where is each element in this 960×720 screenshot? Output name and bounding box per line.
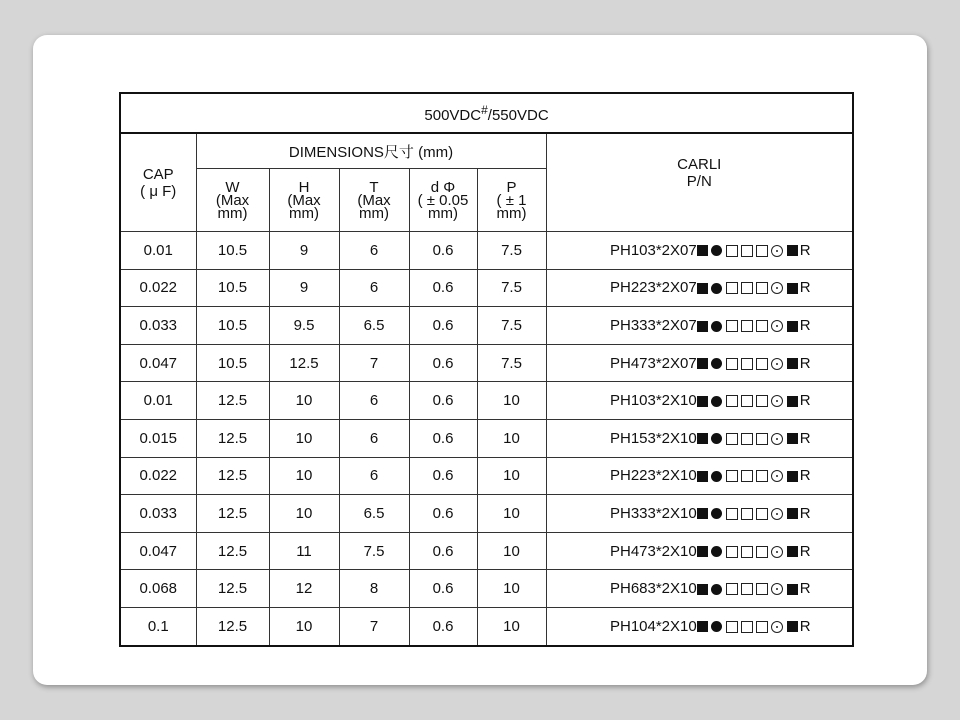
cell-t: 6 xyxy=(339,419,409,457)
cell-t: 6 xyxy=(339,382,409,420)
cell-t: 6.5 xyxy=(339,495,409,533)
filled-square-icon xyxy=(787,433,798,444)
cell-part-number xyxy=(546,607,853,645)
filled-circle-icon xyxy=(711,546,722,557)
empty-square-icon xyxy=(741,358,753,370)
w-header xyxy=(196,169,269,232)
part-number-suffix: R xyxy=(799,241,811,259)
table-row xyxy=(120,570,853,608)
cell-w: 10.5 xyxy=(196,269,269,307)
h-header xyxy=(269,169,339,232)
cell-w: 10.5 xyxy=(196,232,269,270)
empty-square-icon xyxy=(756,358,768,370)
cell-part-number xyxy=(546,495,853,533)
part-number-base: PH103*2X10 xyxy=(609,392,697,410)
table-row xyxy=(120,382,853,420)
empty-square-icon xyxy=(726,621,738,633)
empty-square-icon xyxy=(741,320,753,332)
carli-header-line2: P/N xyxy=(686,172,712,190)
filled-square-icon xyxy=(697,433,708,444)
cell-h: 10 xyxy=(269,457,339,495)
filled-square-icon xyxy=(697,508,708,519)
empty-square-icon xyxy=(726,358,738,370)
cell-p: 10 xyxy=(477,457,546,495)
p-header xyxy=(477,169,546,232)
empty-square-icon xyxy=(741,282,753,294)
table-row xyxy=(120,232,853,270)
part-number-suffix: R xyxy=(799,542,811,560)
cell-cap: 0.033 xyxy=(120,307,196,345)
cell-w: 12.5 xyxy=(196,495,269,533)
cell-cap: 0.01 xyxy=(120,232,196,270)
cell-part-number xyxy=(546,232,853,270)
carli-pn-header xyxy=(546,133,853,232)
empty-square-icon xyxy=(741,621,753,633)
table-row xyxy=(120,532,853,570)
filled-square-icon xyxy=(697,396,708,407)
p-header-line: mm) xyxy=(496,204,527,222)
filled-square-icon xyxy=(697,546,708,557)
cell-part-number xyxy=(546,382,853,420)
empty-square-icon xyxy=(756,282,768,294)
filled-circle-icon xyxy=(711,321,722,332)
dotted-circle-icon xyxy=(771,320,783,332)
filled-square-icon xyxy=(787,546,798,557)
cell-cap: 0.022 xyxy=(120,269,196,307)
empty-square-icon xyxy=(726,470,738,482)
cell-p: 7.5 xyxy=(477,269,546,307)
cell-d: 0.6 xyxy=(409,269,477,307)
empty-square-icon xyxy=(741,245,753,257)
filled-circle-icon xyxy=(711,584,722,595)
empty-square-icon xyxy=(726,395,738,407)
empty-square-icon xyxy=(741,583,753,595)
cell-p: 10 xyxy=(477,570,546,608)
t-header-line: mm) xyxy=(359,204,389,222)
part-number-base: PH473*2X10 xyxy=(609,542,697,560)
cell-h: 9.5 xyxy=(269,307,339,345)
empty-square-icon xyxy=(756,433,768,445)
cell-cap: 0.047 xyxy=(120,532,196,570)
cap-header-line2: ( μ F) xyxy=(140,182,177,200)
part-number-suffix: R xyxy=(799,580,811,598)
title-rest: /550VDC xyxy=(487,106,549,124)
cell-p: 10 xyxy=(477,419,546,457)
cell-part-number xyxy=(546,457,853,495)
part-number-suffix: R xyxy=(799,316,811,334)
empty-square-icon xyxy=(741,546,753,558)
d-header-line: mm) xyxy=(428,204,458,222)
dotted-circle-icon xyxy=(771,245,783,257)
filled-square-icon xyxy=(697,245,708,256)
filled-square-icon xyxy=(787,245,798,256)
filled-circle-icon xyxy=(711,358,722,369)
part-number-base: PH473*2X07 xyxy=(609,354,697,372)
title-superscript: # xyxy=(481,102,488,117)
part-number-base: PH104*2X10 xyxy=(609,617,697,635)
cell-h: 12 xyxy=(269,570,339,608)
cell-t: 7 xyxy=(339,344,409,382)
filled-square-icon xyxy=(697,621,708,632)
empty-square-icon xyxy=(726,245,738,257)
dotted-circle-icon xyxy=(771,395,783,407)
capacitor-spec-table xyxy=(119,92,854,647)
cell-part-number xyxy=(546,344,853,382)
filled-circle-icon xyxy=(711,245,722,256)
table-row xyxy=(120,307,853,345)
empty-square-icon xyxy=(756,395,768,407)
cap-header xyxy=(120,133,196,232)
filled-square-icon xyxy=(697,584,708,595)
cell-w: 12.5 xyxy=(196,382,269,420)
cell-d: 0.6 xyxy=(409,607,477,645)
cell-h: 10 xyxy=(269,495,339,533)
part-number-base: PH103*2X07 xyxy=(609,241,697,259)
empty-square-icon xyxy=(741,395,753,407)
empty-square-icon xyxy=(756,546,768,558)
dotted-circle-icon xyxy=(771,358,783,370)
filled-square-icon xyxy=(787,621,798,632)
dimensions-header: DIMENSIONS尺寸 (mm) xyxy=(196,133,546,169)
cell-p: 7.5 xyxy=(477,307,546,345)
empty-square-icon xyxy=(756,621,768,633)
w-header-line: mm) xyxy=(217,204,248,222)
slide-card xyxy=(33,35,927,685)
table-row xyxy=(120,457,853,495)
d-header-line: ( ± 0.05 xyxy=(417,191,469,209)
table-row xyxy=(120,269,853,307)
cell-d: 0.6 xyxy=(409,570,477,608)
dotted-circle-icon xyxy=(771,282,783,294)
part-number-base: PH333*2X10 xyxy=(609,504,697,522)
cell-d: 0.6 xyxy=(409,232,477,270)
cell-cap: 0.033 xyxy=(120,495,196,533)
part-number-base: PH683*2X10 xyxy=(609,580,697,598)
cell-h: 9 xyxy=(269,232,339,270)
w-header-line: (Max xyxy=(215,191,250,209)
cell-part-number xyxy=(546,570,853,608)
cell-p: 10 xyxy=(477,607,546,645)
dotted-circle-icon xyxy=(771,583,783,595)
cell-d: 0.6 xyxy=(409,382,477,420)
carli-header-line1: CARLI xyxy=(677,155,722,173)
h-header-line: mm) xyxy=(289,204,319,222)
cell-d: 0.6 xyxy=(409,307,477,345)
table-row xyxy=(120,419,853,457)
filled-square-icon xyxy=(697,471,708,482)
cell-h: 11 xyxy=(269,532,339,570)
filled-square-icon xyxy=(787,283,798,294)
filled-square-icon xyxy=(697,321,708,332)
dotted-circle-icon xyxy=(771,470,783,482)
empty-square-icon xyxy=(756,470,768,482)
t-header xyxy=(339,169,409,232)
cell-p: 10 xyxy=(477,495,546,533)
empty-square-icon xyxy=(726,282,738,294)
cell-h: 10 xyxy=(269,419,339,457)
filled-square-icon xyxy=(787,584,798,595)
cell-t: 6 xyxy=(339,457,409,495)
cell-part-number xyxy=(546,269,853,307)
h-header-line: H xyxy=(298,178,310,196)
filled-square-icon xyxy=(787,471,798,482)
cell-p: 10 xyxy=(477,382,546,420)
cell-w: 12.5 xyxy=(196,457,269,495)
empty-square-icon xyxy=(756,508,768,520)
filled-circle-icon xyxy=(711,508,722,519)
part-number-suffix: R xyxy=(799,279,811,297)
part-number-base: PH333*2X07 xyxy=(609,316,697,334)
cell-part-number xyxy=(546,419,853,457)
dotted-circle-icon xyxy=(771,621,783,633)
part-number-base: PH223*2X10 xyxy=(609,467,697,485)
w-header-line: W xyxy=(225,178,240,196)
part-number-suffix: R xyxy=(799,617,811,635)
empty-square-icon xyxy=(726,583,738,595)
cell-d: 0.6 xyxy=(409,457,477,495)
cell-p: 7.5 xyxy=(477,232,546,270)
filled-circle-icon xyxy=(711,283,722,294)
d-header-line: d Φ xyxy=(430,178,456,196)
cell-h: 12.5 xyxy=(269,344,339,382)
cell-d: 0.6 xyxy=(409,532,477,570)
filled-square-icon xyxy=(787,508,798,519)
cell-t: 6.5 xyxy=(339,307,409,345)
cell-t: 7.5 xyxy=(339,532,409,570)
cell-cap: 0.1 xyxy=(120,607,196,645)
table-row xyxy=(120,495,853,533)
p-header-line: P xyxy=(506,178,517,196)
cell-w: 12.5 xyxy=(196,532,269,570)
h-header-line: (Max xyxy=(287,191,321,209)
table-body xyxy=(120,232,853,646)
p-header-line: ( ± 1 xyxy=(496,191,527,209)
filled-square-icon xyxy=(697,283,708,294)
cap-header-line1: CAP xyxy=(142,165,174,183)
empty-square-icon xyxy=(726,508,738,520)
d-header xyxy=(409,169,477,232)
t-header-line: T xyxy=(369,178,379,196)
dotted-circle-icon xyxy=(771,546,783,558)
empty-square-icon xyxy=(726,320,738,332)
filled-square-icon xyxy=(787,396,798,407)
cell-d: 0.6 xyxy=(409,495,477,533)
t-header-line: (Max xyxy=(357,191,391,209)
empty-square-icon xyxy=(741,508,753,520)
part-number-base: PH153*2X10 xyxy=(609,429,697,447)
cell-w: 12.5 xyxy=(196,607,269,645)
dotted-circle-icon xyxy=(771,433,783,445)
filled-square-icon xyxy=(787,358,798,369)
part-number-suffix: R xyxy=(799,392,811,410)
filled-circle-icon xyxy=(711,396,722,407)
empty-square-icon xyxy=(726,546,738,558)
empty-square-icon xyxy=(726,433,738,445)
table-row xyxy=(120,607,853,645)
cell-part-number xyxy=(546,307,853,345)
table-title xyxy=(120,93,853,133)
filled-square-icon xyxy=(787,321,798,332)
cell-p: 7.5 xyxy=(477,344,546,382)
cell-t: 7 xyxy=(339,607,409,645)
empty-square-icon xyxy=(741,470,753,482)
cell-part-number xyxy=(546,532,853,570)
filled-circle-icon xyxy=(711,433,722,444)
cell-cap: 0.068 xyxy=(120,570,196,608)
part-number-suffix: R xyxy=(799,429,811,447)
cell-p: 10 xyxy=(477,532,546,570)
cell-cap: 0.01 xyxy=(120,382,196,420)
cell-cap: 0.022 xyxy=(120,457,196,495)
cell-cap: 0.047 xyxy=(120,344,196,382)
cell-h: 10 xyxy=(269,382,339,420)
empty-square-icon xyxy=(741,433,753,445)
filled-circle-icon xyxy=(711,621,722,632)
table-row xyxy=(120,344,853,382)
title-main: 500VDC xyxy=(424,106,482,124)
empty-square-icon xyxy=(756,245,768,257)
dotted-circle-icon xyxy=(771,508,783,520)
cell-h: 9 xyxy=(269,269,339,307)
cell-w: 12.5 xyxy=(196,570,269,608)
part-number-suffix: R xyxy=(799,467,811,485)
cell-t: 6 xyxy=(339,232,409,270)
empty-square-icon xyxy=(756,583,768,595)
empty-square-icon xyxy=(756,320,768,332)
cell-w: 12.5 xyxy=(196,419,269,457)
part-number-base: PH223*2X07 xyxy=(609,279,697,297)
part-number-suffix: R xyxy=(799,354,811,372)
cell-t: 6 xyxy=(339,269,409,307)
cell-cap: 0.015 xyxy=(120,419,196,457)
cell-h: 10 xyxy=(269,607,339,645)
filled-circle-icon xyxy=(711,471,722,482)
cell-w: 10.5 xyxy=(196,307,269,345)
cell-d: 0.6 xyxy=(409,344,477,382)
cell-t: 8 xyxy=(339,570,409,608)
cell-d: 0.6 xyxy=(409,419,477,457)
cell-w: 10.5 xyxy=(196,344,269,382)
filled-square-icon xyxy=(697,358,708,369)
part-number-suffix: R xyxy=(799,504,811,522)
